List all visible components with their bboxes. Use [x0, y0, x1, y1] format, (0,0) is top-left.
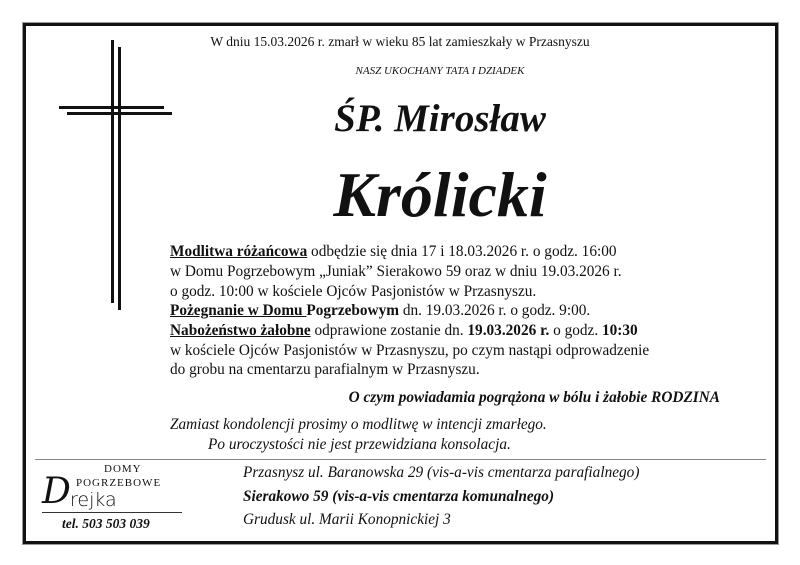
- family-signature: O czym powiadamia pogrążona w bólu i żałobie RODZINA: [348, 389, 720, 406]
- footer-divider: [35, 459, 766, 460]
- address-przasnysz: Przasnysz ul. Baranowska 29 (vis-a-vis cmentarza parafialnego): [243, 464, 640, 481]
- address-grudusk: Grudusk ul. Marii Konopnickiej 3: [243, 511, 451, 528]
- farewell-heading: Pożegnanie w Domu: [170, 302, 307, 319]
- service-text: odprawione zostanie dn.: [310, 322, 468, 339]
- service-text-2: o godz.: [549, 322, 602, 339]
- body-line-7: do grobu na cmentarzu parafialnym w Przasnyszu.: [170, 361, 480, 378]
- logo-name: rejka: [70, 489, 117, 511]
- deceased-last-name: Królicki: [333, 159, 547, 230]
- rosary-text: odbędzie się dnia 17 i 18.03.2026 r. o godz. 16:00: [307, 243, 617, 260]
- death-notice: W dniu 15.03.2026 r. zmarł w wieku 85 lat zamieszkały w Przasnyszu: [210, 34, 590, 49]
- body-line-6: w kościele Ojców Pasjonistów w Przasnyszu, po czym nastąpi odprowadzenie: [170, 342, 650, 359]
- farewell-text: dn. 19.03.2026 r. o godz. 9:00.: [399, 302, 591, 319]
- body-line-2: w Domu Pogrzebowym „Juniak” Sierakowo 59 oraz w dniu 19.03.2026 r.: [170, 263, 622, 280]
- deceased-first-name: ŚP. Mirosław: [334, 97, 546, 140]
- rosary-heading: Modlitwa różańcowa: [170, 243, 308, 260]
- service-line: [170, 322, 638, 340]
- subtitle: NASZ UKOCHANY TATA I DZIADEK: [355, 65, 525, 77]
- logo-underline: [42, 512, 182, 513]
- service-time: 10:30: [601, 322, 638, 339]
- farewell-heading-rest: Pogrzebowym: [306, 302, 399, 319]
- body-line-3: o godz. 10:00 w kościele Ojców Pasjonistów w Przasnyszu.: [170, 283, 537, 300]
- rosary-line: [170, 243, 617, 261]
- phone-number: tel. 503 503 039: [62, 516, 150, 531]
- address-sierakowo: Sierakowo 59 (vis-a-vis cmentarza komunalnego): [243, 488, 555, 505]
- service-heading: Nabożeństwo żałobne: [170, 322, 311, 339]
- logo-initial: D: [42, 471, 71, 512]
- consolation-note: Po uroczystości nie jest przewidziana konsolacja.: [208, 436, 511, 453]
- farewell-line: [170, 302, 590, 320]
- logo-text-2: POGRZEBOWE: [76, 477, 162, 489]
- logo-text-1: DOMY: [104, 463, 142, 475]
- condolence-note: Zamiast kondolencji prosimy o modlitwę w intencji zmarłego.: [170, 416, 547, 433]
- service-date: 19.03.2026 r.: [467, 322, 550, 339]
